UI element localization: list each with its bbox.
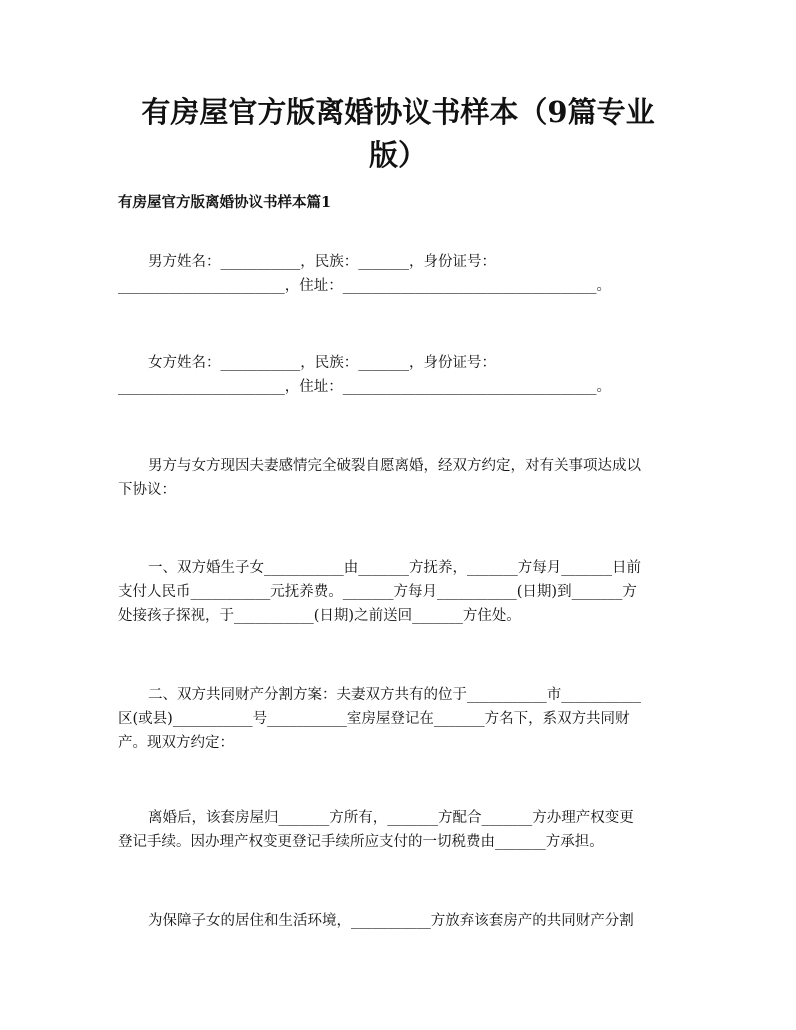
text-line: 登记手续。因办理产权变更登记手续所应支付的一切税费由_______方承担。 [118,834,604,850]
text-line: 离婚后，该套房屋归_______方所有，_______方配合_______方办理产权变更 [148,810,634,826]
text-line: 男方姓名：___________，民族：_______，身份证号： [148,254,496,270]
text-line: 女方姓名：___________，民族：_______，身份证号： [148,355,496,371]
text-line: 二、双方共同财产分割方案：夫妻双方共有的位于___________市___________ [148,687,641,703]
text-line: 下协议： [118,482,176,498]
text-line: 处接孩子探视，于___________(日期)之前送回_______方住处。 [118,608,521,624]
text-line: 区(或县)___________号___________室房屋登记在_______方名下，系双方共同财 [118,711,630,727]
text-line: 产。现双方约定： [118,735,234,751]
text-line: 男方与女方现因夫妻感情完全破裂自愿离婚，经双方约定，对有关事项达成以 [148,458,641,474]
text-line: _______________________，住址：___________________________________。 [118,379,611,395]
document-title-line-2: 版） [368,138,427,172]
text-line: 为保障子女的居住和生活环境，___________方放弃该套房产的共同财产分割 [148,913,634,929]
document-title-line-1: 有房屋官方版离婚协议书样本（9篇专业 [141,95,655,129]
text-line: 一、双方婚生子女___________由_______方抚养，_______方每月_______日前 [148,560,641,576]
section-heading: 有房屋官方版离婚协议书样本篇1 [118,194,332,211]
text-line: 支付人民币___________元抚养费。_______方每月___________(日期)到_______方 [118,584,637,600]
text-line: _______________________，住址：___________________________________。 [118,278,611,294]
